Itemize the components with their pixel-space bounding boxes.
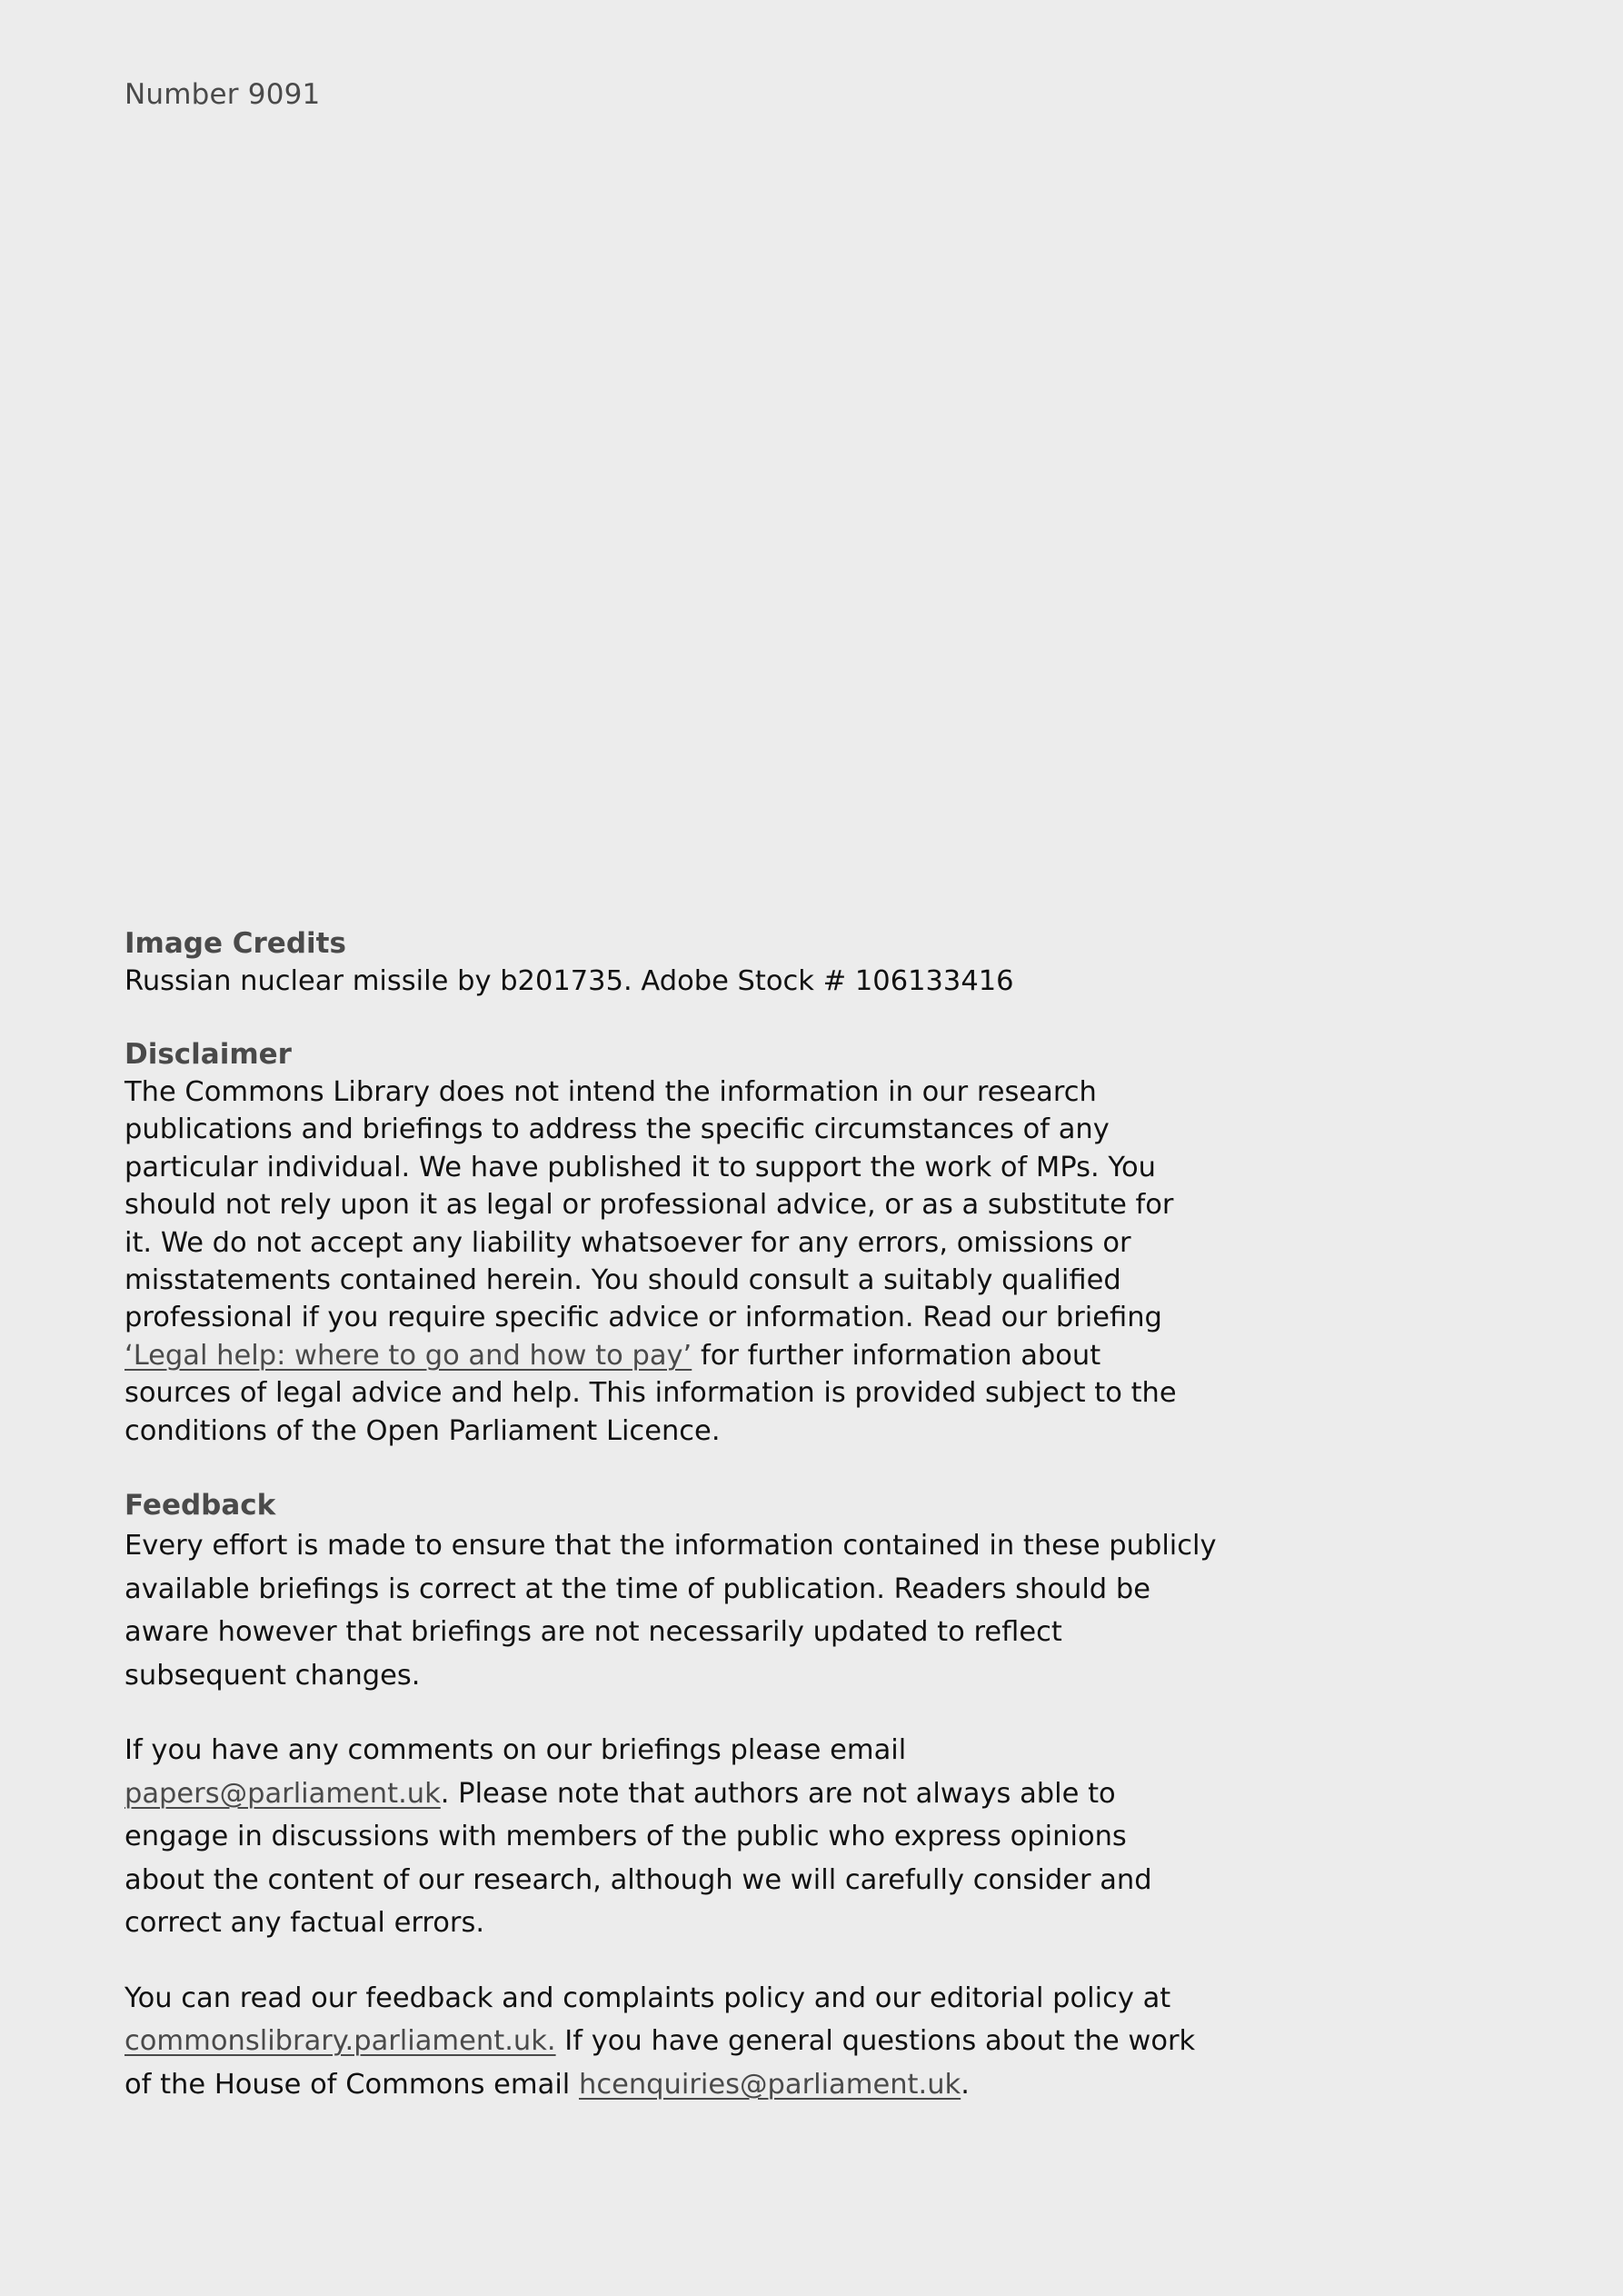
disclaimer-text (124, 1073, 1177, 1450)
image-credits-section (124, 925, 1170, 1000)
papers-email-link[interactable]: papers@parliament.uk (124, 1777, 441, 1810)
feedback-line: You can read our feedback and complaints policy and our editorial policy at (124, 1982, 1171, 2014)
feedback-line (124, 2063, 1170, 2107)
feedback-paragraph-1 (124, 1524, 1217, 1697)
feedback-paragraph-3 (124, 1977, 1196, 2107)
feedback-text-span: of the House of Commons email (124, 2068, 579, 2101)
feedback-line: engage in discussions with members of the public who express opinions (124, 1821, 1127, 1853)
disclaimer-after-link: for further information about (692, 1339, 1101, 1372)
feedback-line: correct any factual errors. (124, 1907, 485, 1940)
feedback-section (124, 1487, 1217, 2106)
disclaimer-line: The Commons Library does not intend the information in our research (124, 1076, 1097, 1108)
feedback-line (124, 2020, 1196, 2063)
disclaimer-line: sources of legal advice and help. This information is provided subject to the (124, 1377, 1177, 1410)
feedback-text-span: . (961, 2068, 970, 2101)
disclaimer-line (124, 1337, 1170, 1374)
image-credits-text: Russian nuclear missile by b201735. Adobe Stock # 106133416 (124, 965, 1014, 997)
disclaimer-line: should not rely upon it as legal or professional advice, or as a substitute for (124, 1189, 1174, 1222)
disclaimer-line: it. We do not accept any liability whatsoever for any errors, omissions or (124, 1226, 1131, 1259)
disclaimer-line: particular individual. We have published it to support the work of MPs. You (124, 1151, 1156, 1183)
feedback-heading: Feedback (124, 1489, 276, 1522)
disclaimer-line: professional if you require specific advice or information. Read our briefing (124, 1302, 1162, 1334)
commons-library-link[interactable]: commonslibrary.parliament.uk. (124, 2025, 556, 2058)
feedback-line (124, 1772, 1170, 1816)
feedback-line: subsequent changes. (124, 1659, 421, 1692)
page-number: Number 9091 (124, 78, 321, 111)
legal-help-link[interactable]: ‘Legal help: where to go and how to pay’ (124, 1339, 692, 1372)
disclaimer-line: misstatements contained herein. You should consult a suitably qualified (124, 1264, 1121, 1297)
feedback-line: available briefings is correct at the time of publication. Readers should be (124, 1572, 1150, 1605)
feedback-line: Every effort is made to ensure that the information contained in these publicly (124, 1530, 1217, 1562)
disclaimer-heading: Disclaimer (124, 1038, 292, 1071)
feedback-text-span: . Please note that authors are not always able to (440, 1777, 1116, 1810)
hcenquiries-email-link[interactable]: hcenquiries@parliament.uk (578, 2068, 961, 2101)
feedback-line: about the content of our research, although we will carefully consider and (124, 1863, 1152, 1896)
feedback-line: aware however that briefings are not necessarily updated to reflect (124, 1616, 1062, 1649)
feedback-paragraph-2 (124, 1729, 1170, 1945)
document-body (124, 925, 1217, 2106)
image-credits-heading: Image Credits (124, 927, 346, 960)
disclaimer-line: publications and briefings to address the specific circumstances of any (124, 1113, 1110, 1146)
disclaimer-line: conditions of the Open Parliament Licence. (124, 1414, 721, 1447)
feedback-text-span: If you have general questions about the work (555, 2025, 1196, 2058)
disclaimer-section (124, 1036, 1177, 1450)
feedback-line: If you have any comments on our briefings please email (124, 1734, 907, 1767)
